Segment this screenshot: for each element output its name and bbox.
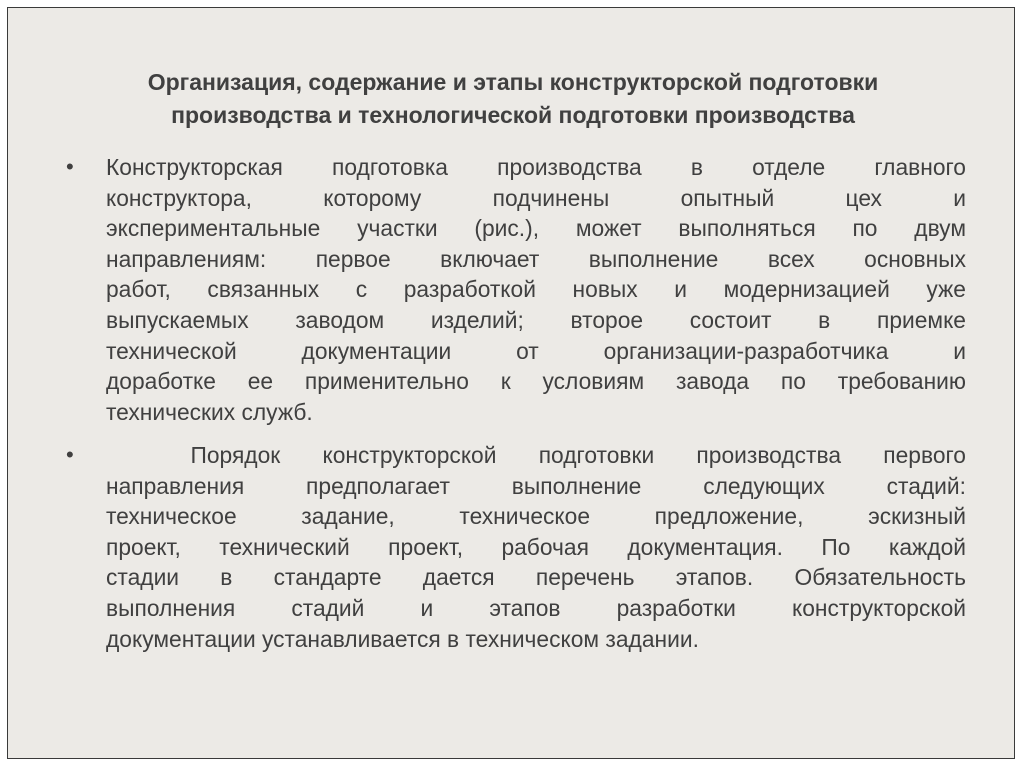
bullet-line: конструктора, которому подчинены опытный цех и (106, 184, 966, 211)
bullet-line: выполнения стадий и этапов разработки конструкторской (106, 594, 966, 621)
bullet-line: технической документации от организации-разработчика и (106, 337, 966, 364)
bullet-line: работ, связанных с разработкой новых и модернизацией уже (106, 276, 966, 303)
bullet-line: техническое задание, техническое предложение, эскизный (106, 503, 966, 530)
title-line: Организация, содержание и этапы конструкторской подготовки (147, 69, 879, 95)
bullet-line: экспериментальные участки (рис.), может выполняться по двум (106, 215, 966, 242)
bullet-list (66, 152, 966, 650)
bullet-icon: • (66, 442, 74, 467)
bullet-line: технических служб. (106, 398, 313, 425)
bullet-line: выпускаемых заводом изделий; второе состоит в приемке (106, 306, 966, 333)
bullet-line: направления предполагает выполнение следующих стадий: (106, 472, 966, 499)
bullet-line: Конструкторская подготовка производства в отделе главного (106, 154, 966, 180)
bullet-item (66, 152, 966, 430)
slide (7, 7, 1015, 759)
bullet-line: доработке ее применительно к условиям завода по требованию (106, 368, 966, 395)
slide-title (48, 66, 978, 132)
bullet-line: стадии в стандарте дается перечень этапов. Обязательность (106, 564, 966, 591)
bullet-line: Порядок конструкторской подготовки производства первого (106, 442, 966, 468)
bullet-line: направлениям: первое включает выполнение всех основных (106, 245, 966, 272)
title-line: производства и технологической подготовки производства (171, 102, 855, 128)
bullet-line: документации устанавливается в техническом задании. (106, 625, 699, 652)
bullet-line: проект, технический проект, рабочая документация. По каждой (106, 533, 966, 560)
bullet-item (66, 440, 966, 650)
bullet-icon: • (66, 154, 74, 179)
